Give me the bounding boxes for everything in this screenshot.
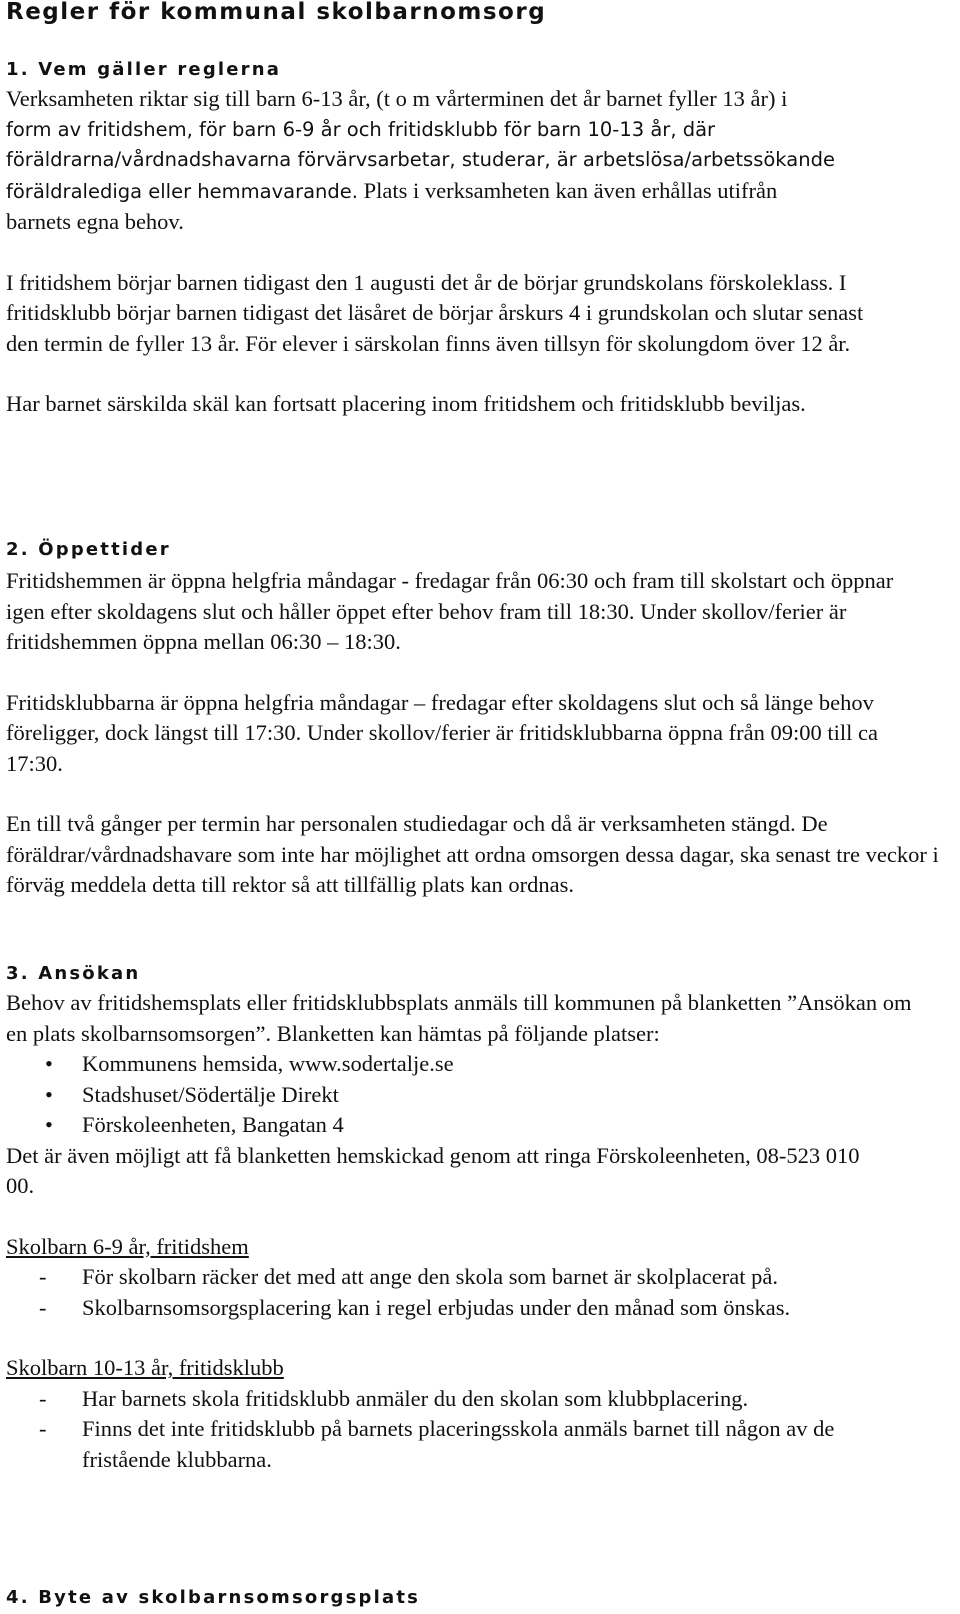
list-item bbox=[6, 1080, 946, 1111]
subsection-fritidsklubb bbox=[6, 1353, 946, 1475]
bullet-marker: • bbox=[45, 1051, 53, 1076]
section-1-p1-line-2: form av fritidshem, för barn 6-9 år och fritidsklubb för barn 10-13 år, där bbox=[6, 117, 716, 141]
section-2-paragraph-1: Fritidshemmen är öppna helgfria måndagar - fredagar från 06:30 och fram till skolstart och öppnar igen efter skoldagens slut och håller öppet efter behov fram till 18:30. Under skollov/ferier är fritidshemmen öppna mellan 06:30 – 18:30. bbox=[6, 568, 894, 654]
section-1-paragraph-1 bbox=[6, 84, 946, 238]
dash-marker: - bbox=[39, 1294, 47, 1320]
subsection-fritidshem-list bbox=[6, 1262, 946, 1323]
list-item bbox=[6, 1262, 946, 1293]
section-1-heading: 1. Vem gäller reglerna bbox=[6, 59, 282, 80]
list-item bbox=[6, 1293, 946, 1324]
section-1-p1-line-4 bbox=[6, 176, 946, 208]
section-3-heading: 3. Ansökan bbox=[6, 963, 141, 984]
section-2-heading: 2. Öppettider bbox=[6, 539, 171, 560]
section-4-heading: 4. Byte av skolbarnsomsorgsplats bbox=[6, 1587, 421, 1608]
section-2 bbox=[6, 538, 946, 901]
section-3-outro: Det är även möjligt att få blanketten hemskickad genom att ringa Förskoleenheten, 08-523 010 00. bbox=[6, 1142, 860, 1198]
section-3-places-list bbox=[6, 1049, 946, 1141]
list-item-text: Finns det inte fritidsklubb på barnets placeringsskola anmäls barnet till någon av de fristående klubbarna. bbox=[82, 1416, 835, 1472]
section-1 bbox=[6, 58, 946, 420]
subsection-fritidshem-heading: Skolbarn 6-9 år, fritidshem bbox=[6, 1233, 249, 1259]
list-item-text: Stadshuset/Södertälje Direkt bbox=[82, 1081, 339, 1107]
bullet-marker: • bbox=[45, 1112, 53, 1137]
subsection-fritidsklubb-heading: Skolbarn 10-13 år, fritidsklubb bbox=[6, 1355, 284, 1380]
section-1-p1-line-1: Verksamheten riktar sig till barn 6-13 år, (t o m vårterminen det år barnet fyller 13 år) i bbox=[6, 86, 788, 111]
list-item bbox=[6, 1049, 946, 1080]
document-title: Regler för kommunal skolbarnomsorg bbox=[6, 0, 547, 25]
section-1-paragraph-2: I fritidshem börjar barnen tidigast den 1 augusti det år de börjar grundskolans förskoleklass. I fritidsklubb börjar barnen tidigast det läsåret de börjar årskurs 4 i grundskolan och slutar senast den termin de fyller 13 år. För elever i särskolan finns även tillsyn för skolungdom över 12 år. bbox=[6, 269, 864, 356]
section-1-p1-line-4b: Plats i verksamheten kan även erhållas utifrån bbox=[358, 177, 778, 203]
section-1-p1-line-3: föräldrarna/vårdnadshavarna förvärvsarbetar, studerar, är arbetslösa/arbetssökande bbox=[6, 148, 835, 171]
list-item bbox=[6, 1414, 946, 1475]
bullet-marker: • bbox=[45, 1081, 53, 1107]
list-item-text: Förskoleenheten, Bangatan 4 bbox=[82, 1112, 344, 1137]
section-1-p1-line-5: barnets egna behov. bbox=[6, 209, 184, 234]
section-1-paragraph-3: Har barnet särskilda skäl kan fortsatt placering inom fritidshem och fritidsklubb beviljas. bbox=[6, 391, 806, 416]
list-item-text: För skolbarn räcker det med att ange den skola som barnet är skolplacerat på. bbox=[82, 1264, 778, 1289]
section-3-intro: Behov av fritidshemsplats eller fritidsklubbsplats anmäls till kommunen på blanketten ”Ansökan om en plats skolbarnsomsorgen”. Blanketten kan hämtas på följande platser: bbox=[6, 990, 912, 1046]
dash-marker: - bbox=[39, 1264, 47, 1289]
subsection-fritidsklubb-list bbox=[6, 1384, 946, 1476]
section-2-paragraph-2: Fritidsklubbarna är öppna helgfria måndagar – fredagar efter skoldagens slut och så länge behov föreligger, dock längst till 17:30. Under skollov/ferier är fritidsklubbarna öppna från 09:00 till ca 17:30. bbox=[6, 689, 878, 776]
section-3 bbox=[6, 962, 946, 1475]
list-item-text: Kommunens hemsida, www.sodertalje.se bbox=[82, 1051, 454, 1076]
list-item bbox=[6, 1110, 946, 1141]
list-item-text: Har barnets skola fritidsklubb anmäler du den skolan som klubbplacering. bbox=[82, 1385, 749, 1411]
list-item bbox=[6, 1384, 946, 1415]
section-1-p1-line-4a: föräldralediga eller hemmavarande. bbox=[6, 179, 358, 203]
section-2-paragraph-3: En till två gånger per termin har personalen studiedagar och då är verksamheten stängd. De föräldrar/vårdnadshavare som inte har möjlighet att ordna omsorgen dessa dagar, ska senast tre veckor i förväg meddela detta till rektor så att tillfällig plats kan ordnas. bbox=[6, 811, 939, 897]
dash-marker: - bbox=[39, 1416, 47, 1441]
dash-marker: - bbox=[39, 1385, 47, 1411]
subsection-fritidshem bbox=[6, 1232, 946, 1324]
list-item-text: Skolbarnsomsorgsplacering kan i regel erbjudas under den månad som önskas. bbox=[82, 1294, 791, 1320]
